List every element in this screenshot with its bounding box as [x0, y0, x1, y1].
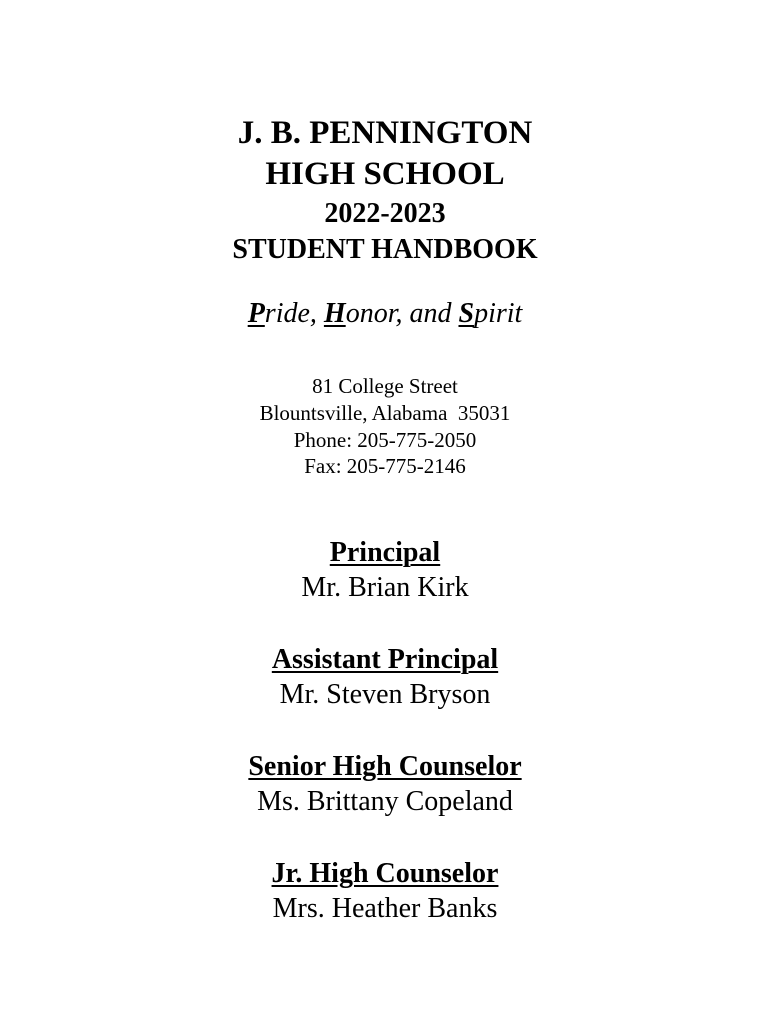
document-title: STUDENT HANDBOOK [232, 234, 538, 265]
phone-number: Phone: 205-775-2050 [293, 428, 477, 452]
motto-text-1: ride, [264, 298, 324, 329]
fax-number: Fax: 205-775-2146 [304, 454, 466, 478]
motto-text-2: onor, and [345, 298, 459, 329]
school-name-line1: J. B. PENNINGTON [237, 115, 533, 151]
staff-name-senior-counselor: Ms. Brittany Copeland [257, 786, 513, 817]
staff-name-assistant-principal: Mr. Steven Bryson [279, 679, 491, 710]
staff-role-assistant-principal: Assistant Principal [271, 644, 499, 675]
school-motto [0, 300, 770, 328]
staff-role-jr-counselor: Jr. High Counselor [271, 858, 499, 889]
motto-initial-h: H [323, 298, 346, 329]
staff-role-senior-counselor: Senior High Counselor [248, 751, 522, 782]
address-city-state-zip: Blountsville, Alabama 35031 [259, 401, 511, 425]
address-street: 81 College Street [312, 374, 458, 398]
staff-role-principal: Principal [329, 537, 441, 568]
motto-initial-s: S [458, 298, 475, 329]
school-year: 2022-2023 [324, 198, 446, 229]
school-name-line2: HIGH SCHOOL [265, 156, 505, 192]
motto-initial-p: P [247, 298, 265, 329]
staff-name-principal: Mr. Brian Kirk [301, 572, 469, 603]
motto-text-3: pirit [474, 298, 523, 329]
staff-name-jr-counselor: Mrs. Heather Banks [272, 893, 498, 924]
